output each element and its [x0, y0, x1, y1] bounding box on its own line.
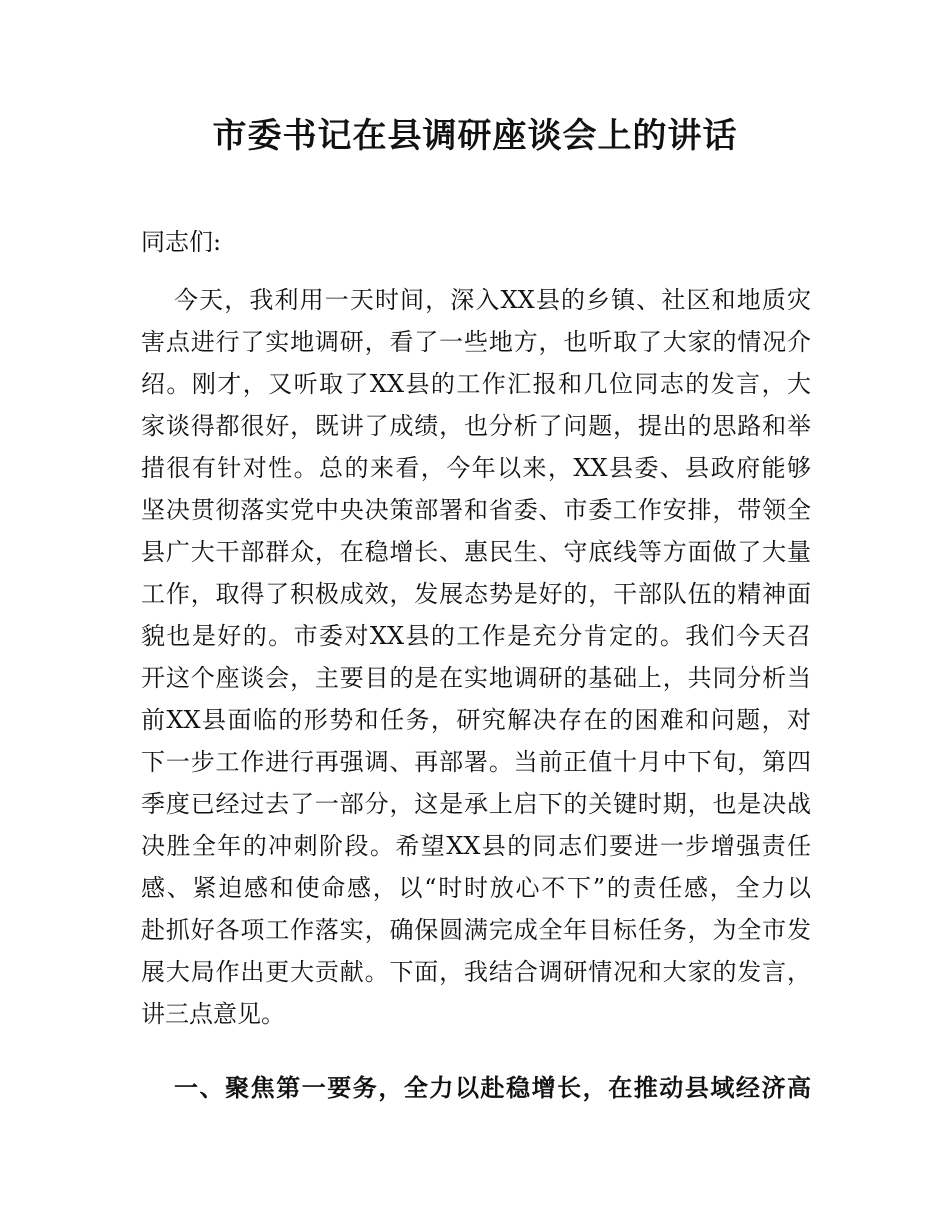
paragraph-line: 开这个座谈会，主要目的是在实地调研的基础上，共同分析当	[141, 664, 811, 692]
paragraph-line: 赴抓好各项工作落实，确保圆满完成全年目标任务，为全市发	[141, 916, 811, 944]
paragraph-line: 貌也是好的。市委对XX县的工作是充分肯定的。我们今天召	[141, 622, 811, 650]
paragraph-line: 坚决贯彻落实党中央决策部署和省委、市委工作安排，带领全	[141, 496, 811, 524]
paragraph-line: 害点进行了实地调研，看了一些地方，也听取了大家的情况介	[141, 328, 811, 356]
paragraph-line: 决胜全年的冲刺阶段。希望XX县的同志们要进一步增强责任	[141, 832, 811, 860]
paragraph-line: 措很有针对性。总的来看，今年以来，XX县委、县政府能够	[141, 454, 811, 482]
paragraph-line: 绍。刚才，又听取了XX县的工作汇报和几位同志的发言，大	[141, 370, 811, 398]
salutation: 同志们:	[141, 228, 222, 256]
paragraph-line: 县广大干部群众，在稳增长、惠民生、守底线等方面做了大量	[141, 538, 811, 566]
paragraph-line: 前XX县面临的形势和任务，研究解决存在的困难和问题，对	[141, 706, 811, 734]
paragraph-line: 讲三点意见。	[141, 1000, 285, 1028]
document-title: 市委书记在县调研座谈会上的讲话	[212, 116, 738, 156]
paragraph-line: 家谈得都很好，既讲了成绩，也分析了问题，提出的思路和举	[141, 412, 811, 440]
paragraph-line: 感、紧迫感和使命感，以“时时放心不下”的责任感，全力以	[141, 874, 811, 902]
section-heading: 一、聚焦第一要务，全力以赴稳增长，在推动县域经济高	[174, 1074, 811, 1102]
paragraph-line: 工作，取得了积极成效，发展态势是好的，干部队伍的精神面	[141, 580, 811, 608]
paragraph-line: 展大局作出更大贡献。下面，我结合调研情况和大家的发言，	[141, 958, 811, 986]
paragraph-line: 下一步工作进行再强调、再部署。当前正值十月中下旬，第四	[141, 748, 811, 776]
paragraph-line: 今天，我利用一天时间，深入XX县的乡镇、社区和地质灾	[174, 286, 811, 314]
paragraph-line: 季度已经过去了一部分，这是承上启下的关键时期，也是决战	[141, 790, 811, 818]
